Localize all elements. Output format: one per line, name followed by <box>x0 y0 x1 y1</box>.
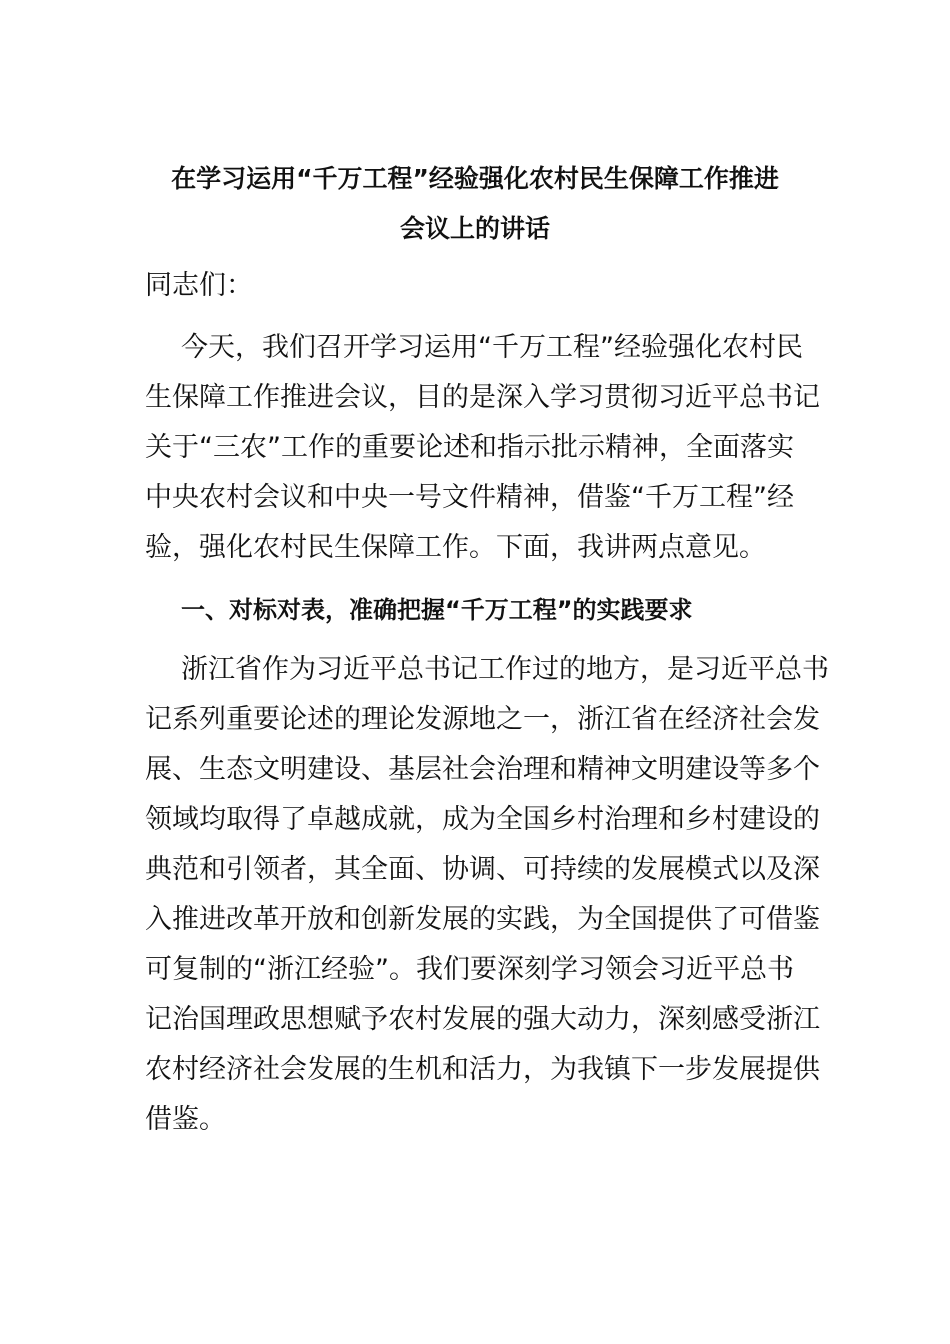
title-line-1: 在学习运用“千万工程”经验强化农村民生保障工作推进 <box>171 164 779 193</box>
section-heading-1: 一、对标对表，准确把握“千万工程”的实践要求 <box>181 596 693 624</box>
intro-line-3: 关于“三农”工作的重要论述和指示批示精神，全面落实 <box>145 432 794 463</box>
section1-line-2: 记系列重要论述的理论发源地之一，浙江省在经济社会发 <box>145 704 820 735</box>
intro-line-5: 验，强化农村民生保障工作。下面，我讲两点意见。 <box>145 532 766 563</box>
section1-line-4: 领域均取得了卓越成就，成为全国乡村治理和乡村建设的 <box>145 804 820 835</box>
intro-line-2: 生保障工作推进会议，目的是深入学习贯彻习近平总书记 <box>145 382 820 413</box>
title-line-2: 会议上的讲话 <box>399 214 550 243</box>
section1-line-7: 可复制的“浙江经验”。我们要深刻学习领会习近平总书 <box>145 954 794 985</box>
section1-line-9: 农村经济社会发展的生机和活力，为我镇下一步发展提供 <box>145 1054 820 1085</box>
section1-line-8: 记治国理政思想赋予农村发展的强大动力，深刻感受浙江 <box>145 1004 820 1035</box>
document-title <box>145 154 805 254</box>
intro-line-1: 今天，我们召开学习运用“千万工程”经验强化农村民 <box>181 332 803 363</box>
section1-line-3: 展、生态文明建设、基层社会治理和精神文明建设等多个 <box>145 754 820 785</box>
section1-line-10: 借鉴。 <box>145 1104 226 1135</box>
intro-line-4: 中央农村会议和中央一号文件精神，借鉴“千万工程”经 <box>145 482 794 513</box>
section1-line-6: 入推进改革开放和创新发展的实践，为全国提供了可借鉴 <box>145 904 820 935</box>
salutation: 同志们： <box>145 270 253 301</box>
section1-line-5: 典范和引领者，其全面、协调、可持续的发展模式以及深 <box>145 854 820 885</box>
section1-line-1: 浙江省作为习近平总书记工作过的地方，是习近平总书 <box>181 654 829 685</box>
